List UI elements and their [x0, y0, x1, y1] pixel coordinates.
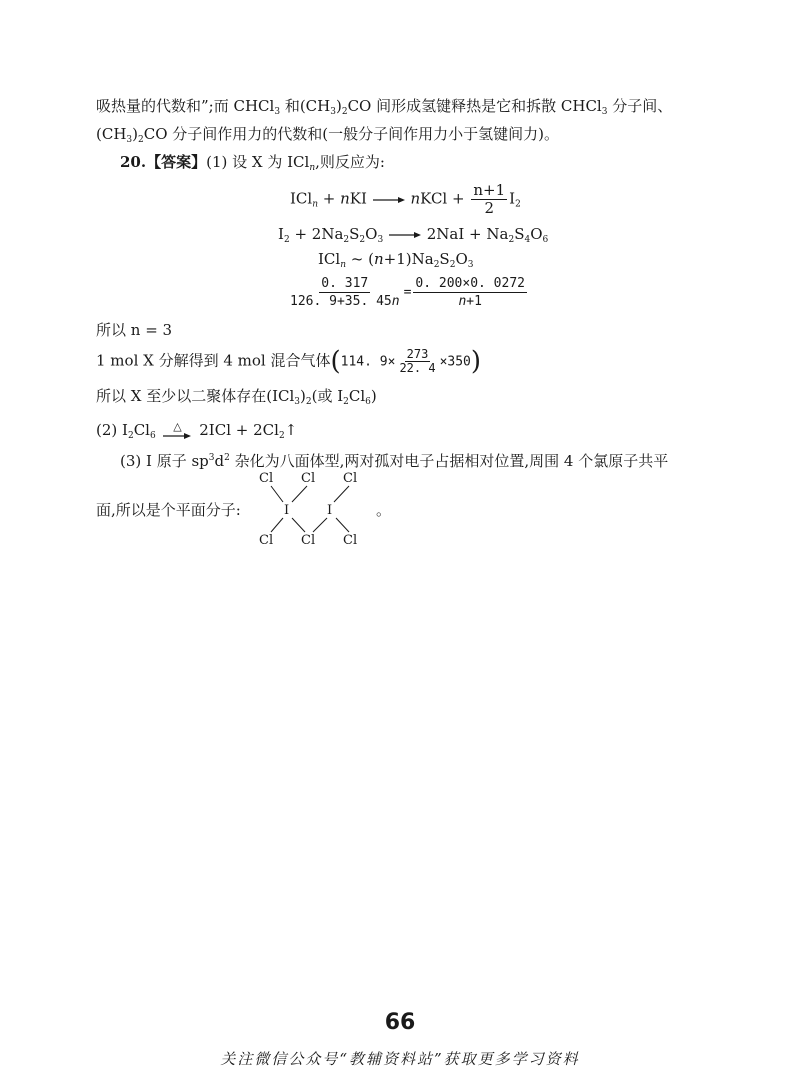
- equation-3: ICl$_n$ ~ $(n+1)Na_2S_2O_3$: [318, 250, 474, 270]
- q20-heading: 20.【答案】(1) 设 X 为 ICl$_n$,则反应为:: [120, 153, 385, 173]
- page-number: 66: [384, 1010, 416, 1035]
- atom-i-right: I: [327, 503, 333, 518]
- part-2-equation: (2) $I_2Cl_6$ △ $2ICl + 2Cl_2↑$: [96, 420, 298, 441]
- atom-cl-top-middle: Cl: [301, 471, 316, 486]
- gas-arrow-icon: ↑: [284, 421, 298, 439]
- reaction-arrow-icon: [388, 230, 422, 240]
- fraction-273-over-22-4: $\frac{273}{22. 4}$: [399, 347, 436, 375]
- part-3-line-1: (3) I 原子 $sp^3d^2$ 杂化为八面体型,两对孤对电子占据相对位置,周围 4 个氯原子共平: [120, 452, 669, 470]
- footer-watermark-text: 关注微信公众号“教辅资料站”获取更多学习资料: [220, 1050, 580, 1068]
- fraction-right: $\frac{0. 200\times 0. 0272}{n+1}$: [415, 276, 525, 309]
- atom-cl-bottom-left: Cl: [259, 533, 274, 548]
- atom-i-left: I: [284, 503, 290, 518]
- i2cl6-structure-diagram: [245, 470, 375, 550]
- text-line-1: 吸热量的代数和”;而 CHCl$_3$ 和$(CH_3)_2CO$ 间形成氢键释热是它和拆散 CHCl$_3$ 分子间、: [96, 97, 673, 117]
- bond-lines: [271, 486, 349, 532]
- reaction-arrow-icon: [162, 432, 192, 440]
- so-n-equals-3: 所以 n = 3: [96, 321, 173, 339]
- dimer-line: 所以 X 至少以二聚体存在$(ICl_3)_2$(或 $I_2Cl_6$): [96, 387, 377, 407]
- atom-cl-top-right: Cl: [343, 471, 358, 486]
- equation-1: ICl$_n$ + nKI nKCl + $\frac{n+1}{2}$ $I_2$: [290, 181, 521, 217]
- question-number: 20.: [120, 153, 147, 171]
- fraction-left: $\frac{0. 317}{126. 9+35. 45n}$: [290, 276, 400, 309]
- answer-tag: 【答案】: [146, 153, 207, 171]
- atom-cl-bottom-middle: Cl: [301, 533, 316, 548]
- mixture-gas-line: 1 mol X 分解得到 4 mol 混合气体(114. 9× $\frac{273}{22. 4}$ ×350): [96, 346, 482, 377]
- text-line-2: $(CH_3)_2CO$ 分子间作用力的代数和(一般分子间作用力小于氢键间力)。: [96, 125, 559, 145]
- equation-2: $I_2 + 2Na_2S_2O_3$ $2NaI + Na_2S_4O_6$: [278, 225, 549, 245]
- atom-cl-top-left: Cl: [259, 471, 274, 486]
- atom-cl-bottom-right: Cl: [343, 533, 358, 548]
- part-3-period: 。: [376, 501, 392, 519]
- fraction-n-plus-1-over-2: $\frac{n+1}{2}$: [473, 181, 506, 217]
- heat-condition-arrow: [162, 422, 192, 440]
- equation-4: $\frac{0. 317}{126. 9+35. 45n}$ = $\frac{0. 200\times 0. 0272}{n+1}$: [290, 276, 525, 309]
- heat-triangle-icon: △: [173, 420, 182, 433]
- part-3-line-2: 面,所以是个平面分子:: [96, 501, 241, 519]
- reaction-arrow-icon: [372, 195, 406, 205]
